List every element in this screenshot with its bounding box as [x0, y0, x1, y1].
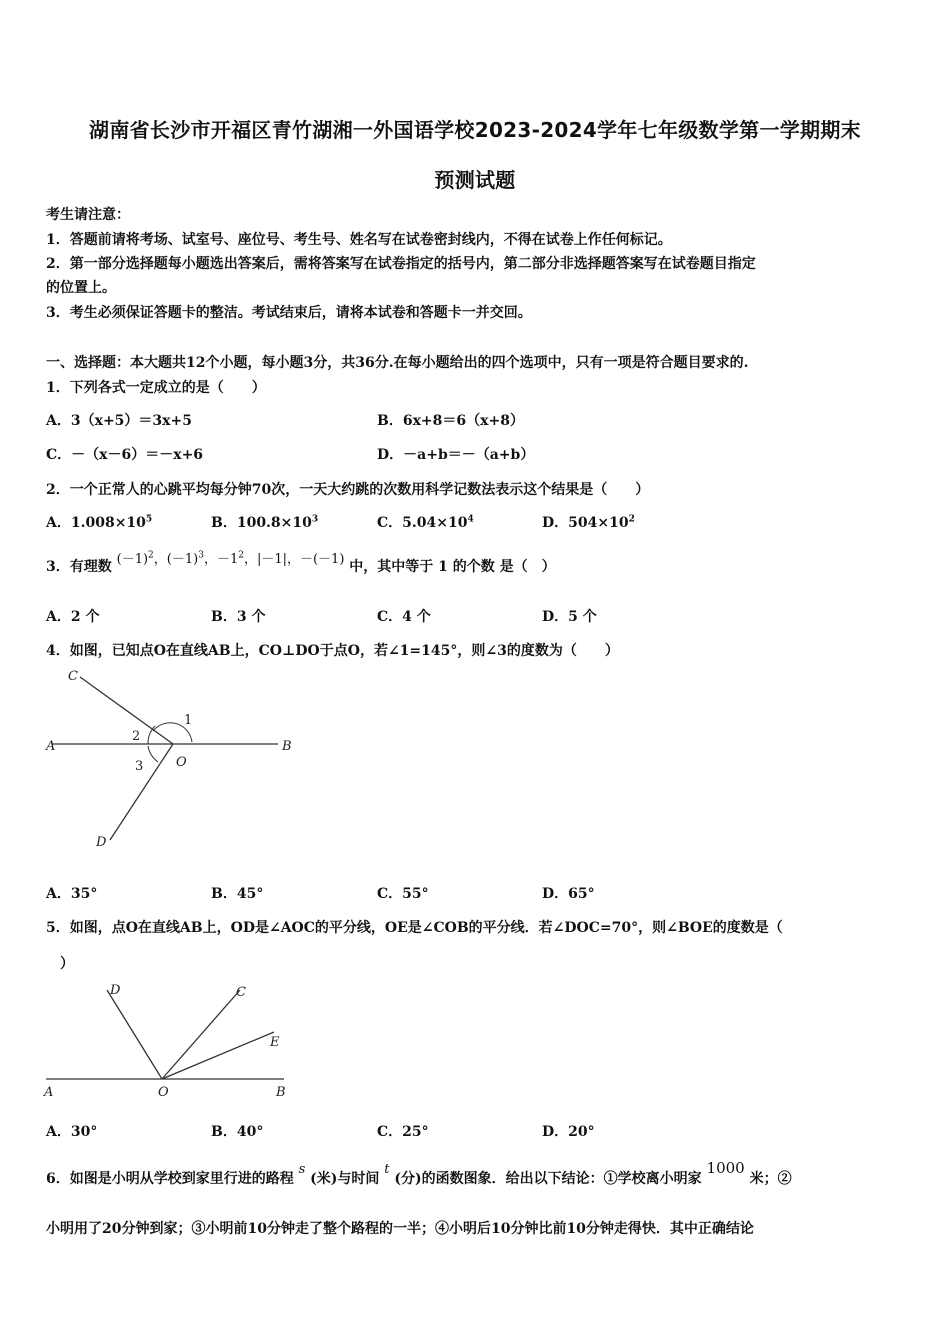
q5-label-a: A — [44, 1085, 54, 1100]
q5-option-a: A．30° — [46, 1124, 98, 1140]
q2-option-a: A．$1.008\times 10^5$ — [46, 514, 153, 531]
q4-label-d: D — [96, 835, 107, 850]
notice-heading: 考生请注意： — [46, 207, 130, 223]
q2-option-b: B．$100.8\times 10^3$ — [211, 514, 319, 531]
notice-item-2b: 的位置上。 — [46, 280, 116, 296]
q5-label-d: D — [110, 983, 121, 998]
q5-ray-od — [107, 990, 162, 1079]
q5-angle-figure — [40, 980, 300, 1100]
q4-label-angle-2: 2 — [132, 729, 141, 744]
q3-option-a: A．2 个 — [46, 609, 100, 625]
q4-label-c: C — [68, 669, 78, 684]
q4-label-angle-1: 1 — [184, 713, 193, 728]
q2-stem: 2．一个正常人的心跳平均每分钟70次，一天大约跳的次数用科学记数法表示这个结果是（ ） — [46, 482, 650, 498]
q4-label-angle-3: 3 — [135, 759, 144, 774]
q4-option-c: C．55° — [377, 886, 429, 902]
q4-option-d: D．65° — [542, 886, 595, 902]
notice-item-1: 1．答题前请将考场、试室号、座位号、考生号、姓名写在试卷密封线内，不得在试卷上作任何标记。 — [46, 232, 672, 248]
q5-stem: 5．如图，点O在直线AB上，OD是∠AOC的平分线，OE是∠COB的平分线．若∠DOC=70°，则∠BOE的度数是（ — [46, 920, 783, 936]
q5-option-c: C．25° — [377, 1124, 429, 1140]
q3-option-b: B．3 个 — [211, 609, 266, 625]
q4-ray-oc — [80, 677, 173, 744]
q4-option-a: A．35° — [46, 886, 98, 902]
q4-option-b: B．45° — [211, 886, 264, 902]
q5-label-b: B — [276, 1085, 286, 1100]
q4-label-a: A — [46, 739, 56, 754]
exam-title-line1: 湖南省长沙市开福区青竹湖湘一外国语学校2023-2024学年七年级数学第一学期期末 — [89, 118, 861, 142]
q4-label-o: O — [176, 755, 187, 770]
q5-option-d: D．20° — [542, 1124, 595, 1140]
q4-arc-3 — [148, 746, 158, 762]
q2-option-d: D．$504\times 10^2$ — [542, 514, 635, 531]
q1-option-b: B．6x+8＝6（x+8） — [377, 413, 524, 429]
q6-stem-line1: 6．如图是小明从学校到家里行进的路程 s (米)与时间 t (分)的函数图象．给出以下结论：①学校离小明家 1000 米；② — [46, 1159, 792, 1187]
q1-option-d: D．－a+b＝－（a+b） — [377, 447, 535, 463]
q3-option-d: D．5 个 — [542, 609, 597, 625]
q5-option-b: B．40° — [211, 1124, 264, 1140]
q1-option-a: A．3（x+5）＝3x+5 — [46, 413, 192, 429]
q6-stem-line2: 小明用了20分钟到家；③小明前10分钟走了整个路程的一半；④小明后10分钟比前10分钟走得快．其中正确结论 — [46, 1221, 754, 1237]
notice-item-2a: 2．第一部分选择题每小题选出答案后，需将答案写在试卷指定的括号内，第二部分非选择题答案写在试卷题目指定 — [46, 256, 756, 272]
q5-label-c: C — [236, 985, 246, 1000]
q5-label-o: O — [158, 1085, 169, 1100]
q4-label-b: B — [282, 739, 292, 754]
notice-item-3: 3．考生必须保证答题卡的整洁。考试结束后，请将本试卷和答题卡一并交回。 — [46, 305, 532, 321]
exam-title-line2: 预测试题 — [434, 168, 516, 192]
q5-ray-oe — [162, 1032, 274, 1079]
q3-number-list: $(-1)^2$，$(-1)^3$，$-1^2$，|－1|，－(－1) — [116, 550, 345, 567]
q5-label-e: E — [270, 1035, 280, 1050]
q3-stem: 3．有理数 $(-1)^2$，$(-1)^3$，$-1^2$，|－1|，－(－1) 中，其中等于 1 的个数 是（ ） — [46, 550, 556, 575]
q5-ray-oc — [162, 990, 240, 1079]
q5-stem-cont: ） — [60, 956, 74, 972]
q1-option-c: C．－（x－6）＝－x+6 — [46, 447, 204, 463]
q2-option-c: C．$5.04\times 10^4$ — [377, 514, 474, 531]
q4-angle-figure — [40, 662, 310, 857]
q1-stem: 1．下列各式一定成立的是（ ） — [46, 380, 266, 396]
q4-stem: 4．如图，已知点O在直线AB上，CO⊥DO于点O，若∠1=145°，则∠3的度数为（ ） — [46, 643, 619, 659]
q3-option-c: C．4 个 — [377, 609, 431, 625]
section-heading: 一、选择题：本大题共12个小题，每小题3分，共36分.在每小题给出的四个选项中，只有一项是符合题目要求的. — [46, 355, 749, 371]
